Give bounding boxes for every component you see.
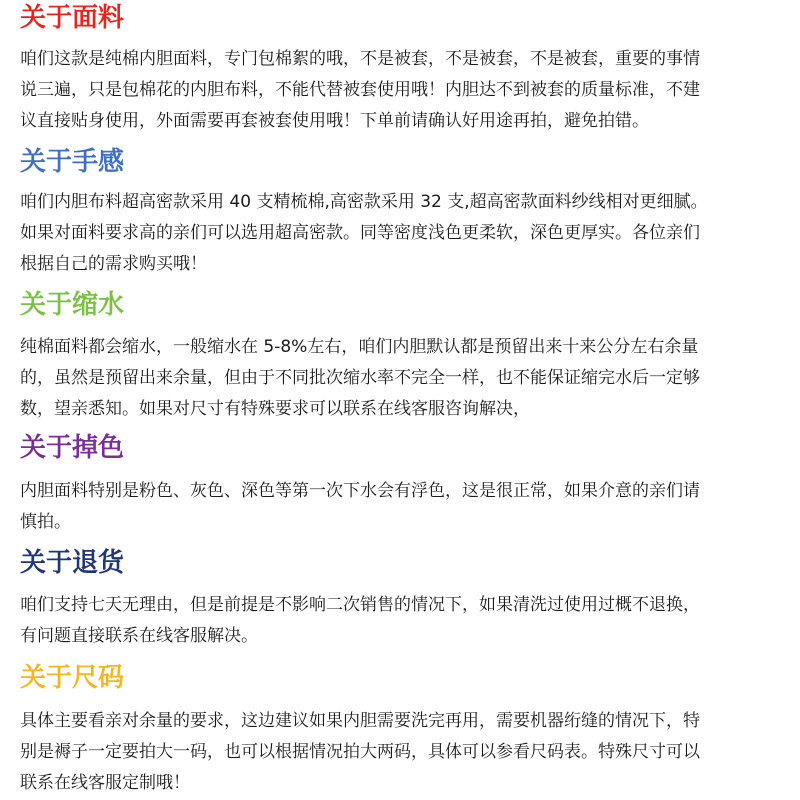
body-line: 的，虽然是预留出来余量，但由于不同批次缩水率不完全一样，也不能保证缩完水后一定够 <box>20 368 700 388</box>
section-feel <box>0 146 800 280</box>
body-line: 别是褥子一定要拍大一码，也可以根据情况拍大两码，具体可以参看尺码表。特殊尺寸可以 <box>20 742 700 762</box>
body-line: 咱们内胆布料超高密款采用 40 支精梳棉,高密款采用 32 支,超高密款面料纱线相对更细腻。 <box>20 192 708 212</box>
section-title-color-fading: 关于掉色 <box>20 433 125 463</box>
section-title-shrinkage: 关于缩水 <box>20 290 125 320</box>
body-line: 议直接贴身使用，外面需要再套被套使用哦！下单前请确认好用途再拍，避免拍错。 <box>20 111 649 131</box>
body-line: 咱们支持七天无理由，但是前提是不影响二次销售的情况下，如果清洗过使用过概不退换， <box>20 595 700 615</box>
section-body-feel <box>0 187 800 280</box>
body-line: 内胆面料特别是粉色、灰色、深色等第一次下水会有浮色，这是很正常，如果介意的亲们请 <box>20 481 700 501</box>
section-title-sizing: 关于尺码 <box>20 663 125 693</box>
body-line: 咱们这款是纯棉内胆面料，专门包棉絮的哦，不是被套，不是被套，不是被套，重要的事情 <box>20 49 700 69</box>
body-line: 说三遍，只是包棉花的内胆布料，不能代替被套使用哦！内胆达不到被套的质量标准，不建 <box>20 80 700 100</box>
section-title-feel: 关于手感 <box>20 147 125 177</box>
section-body-sizing <box>0 706 800 799</box>
body-line: 根据自己的需求购买哦！ <box>20 254 207 274</box>
section-body-fabric <box>0 44 800 137</box>
section-returns <box>0 547 800 652</box>
section-shrinkage <box>0 289 800 425</box>
body-line: 有问题直接联系在线客服解决。 <box>20 626 258 646</box>
section-title-fabric: 关于面料 <box>20 3 125 33</box>
body-line: 慎拍。 <box>20 512 71 532</box>
body-line: 联系在线客服定制哦！ <box>20 773 190 793</box>
body-line: 具体主要看亲对余量的要求，这边建议如果内胆需要洗完再用，需要机器绗缝的情况下，特 <box>20 711 700 731</box>
section-color-fading <box>0 432 800 538</box>
section-title-returns: 关于退货 <box>20 548 125 578</box>
body-line: 数，望亲悉知。如果对尺寸有特殊要求可以联系在线客服咨询解决， <box>20 399 530 419</box>
section-body-shrinkage <box>0 332 800 425</box>
section-fabric <box>0 2 800 137</box>
section-body-returns <box>0 590 800 652</box>
section-sizing <box>0 662 800 799</box>
section-body-color-fading <box>0 476 800 538</box>
body-line: 纯棉面料都会缩水，一般缩水在 5-8%左右，咱们内胆默认都是预留出来十来公分左右余量 <box>20 337 699 357</box>
body-line: 如果对面料要求高的亲们可以选用超高密款。同等密度浅色更柔软，深色更厚实。各位亲们 <box>20 223 700 243</box>
